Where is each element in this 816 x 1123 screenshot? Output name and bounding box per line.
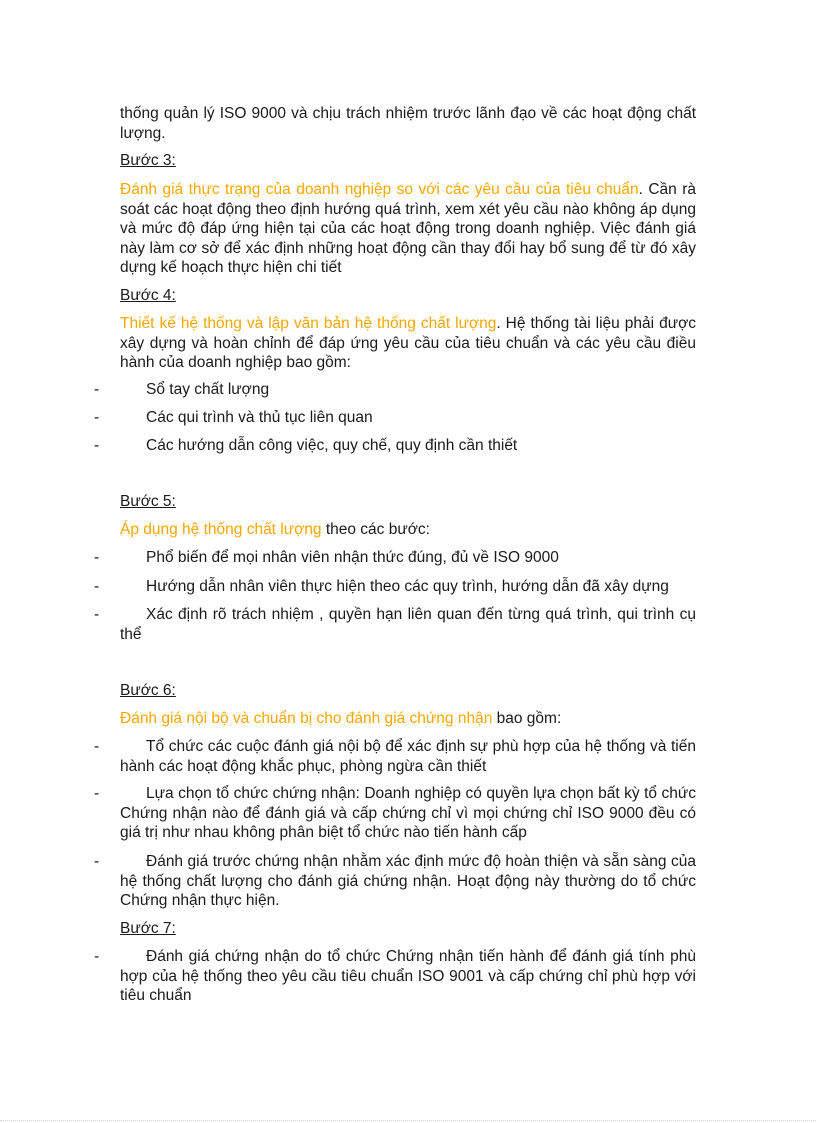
bullet-text: Sổ tay chất lượng [146, 381, 270, 398]
bullet-dash: - [94, 606, 100, 623]
step-6-text: bao gồm: [492, 710, 562, 727]
step-4-heading: Bước 4: [120, 287, 176, 304]
bullet-text: Tổ chức các cuộc đánh giá nội bộ để xác định sự phù hợp của hệ thống và tiến hành các hoạt động khắc phục, phòng ngừa cần thiết [120, 738, 696, 775]
bullet-text: Đánh giá chứng nhận do tổ chức Chứng nhận tiến hành để đánh giá tính phù hợp của hệ thống theo yêu cầu tiêu chuẩn ISO 9001 và cấp chứng chỉ phù hợp với tiêu chuẩn [120, 948, 696, 1004]
bullet-dash: - [94, 549, 100, 566]
step-3-text: . Cần rà soát các hoạt động theo định hướng quá trình, xem xét yêu cầu nào không áp dụng và mức độ đáp ứng hiện tại của các hoạt động trong doanh nghiệp. Việc đánh giá này làm cơ sở để xác định những hoạt động cần thay đổi hay bổ sung để từ đó xây dựng kế hoạch thực hiện chi tiết [120, 181, 696, 276]
step-3-paragraph [120, 180, 696, 278]
bullet-dash: - [94, 437, 100, 454]
intro-paragraph: thống quản lý ISO 9000 và chịu trách nhiệm trước lãnh đạo về các hoạt động chất lượng. [120, 105, 696, 142]
bullet-dash: - [94, 381, 100, 398]
bullet-text: Đánh giá trước chứng nhận nhằm xác định mức độ hoàn thiện và sẵn sàng của hệ thống chất lượng cho đánh giá chứng nhận. Hoạt động này thường do tổ chức Chứng nhận thực hiện. [120, 853, 696, 909]
bullet-dash: - [94, 948, 100, 965]
bullet-dash: - [94, 578, 100, 595]
step-4-text: . Hệ thống tài liệu phải được xây dựng và hoàn chỉnh để đáp ứng yêu cầu của tiêu chuẩn và các yêu cầu điều hành của doanh nghiệp bao gồm: [120, 315, 697, 371]
page-bottom-rule [0, 1120, 816, 1121]
bullet-dash: - [94, 785, 100, 802]
step-6-paragraph [120, 709, 696, 729]
bullet-dash: - [94, 738, 100, 755]
step-4-highlight: Thiết kế hệ thống và lập văn bản hệ thống chất lượng [120, 315, 497, 332]
bullet-text: Hướng dẫn nhân viên thực hiện theo các quy trình, hướng dẫn đã xây dựng [146, 578, 669, 595]
step-5-text: theo các bước: [321, 521, 430, 538]
step-5-paragraph [120, 520, 696, 540]
bullet-text: Lựa chọn tổ chức chứng nhận: Doanh nghiệp có quyền lựa chọn bất kỳ tổ chức Chứng nhận nào để đánh giá và cấp chứng chỉ vì mọi chứng chỉ ISO 9000 đều có giá trị như nhau không phân biệt tổ chức nào tiến hành cấp [120, 785, 696, 841]
step-5-highlight: Áp dụng hệ thống chất lượng [120, 521, 322, 538]
step-3-heading: Bước 3: [120, 152, 176, 169]
bullet-text: Phổ biến để mọi nhân viên nhận thức đúng, đủ về ISO 9000 [146, 549, 559, 566]
bullet-text: Xác định rõ trách nhiệm , quyền hạn liên quan đến từng quá trình, qui trình cụ thể [120, 606, 696, 643]
step-4-paragraph [120, 314, 696, 373]
step-5-heading: Bước 5: [120, 493, 176, 510]
bullet-dash: - [94, 409, 100, 426]
step-6-highlight: Đánh giá nội bộ và chuẩn bị cho đánh giá chứng nhận [120, 710, 493, 727]
bullet-dash: - [94, 853, 100, 870]
step-7-heading: Bước 7: [120, 920, 176, 937]
step-6-heading: Bước 6: [120, 682, 176, 699]
bullet-text: Các qui trình và thủ tục liên quan [146, 409, 373, 426]
step-3-highlight: Đánh giá thực trạng của doanh nghiệp so với các yêu cầu của tiêu chuẩn [120, 181, 639, 198]
bullet-text: Các hướng dẫn công việc, quy chế, quy định cần thiết [146, 437, 518, 454]
